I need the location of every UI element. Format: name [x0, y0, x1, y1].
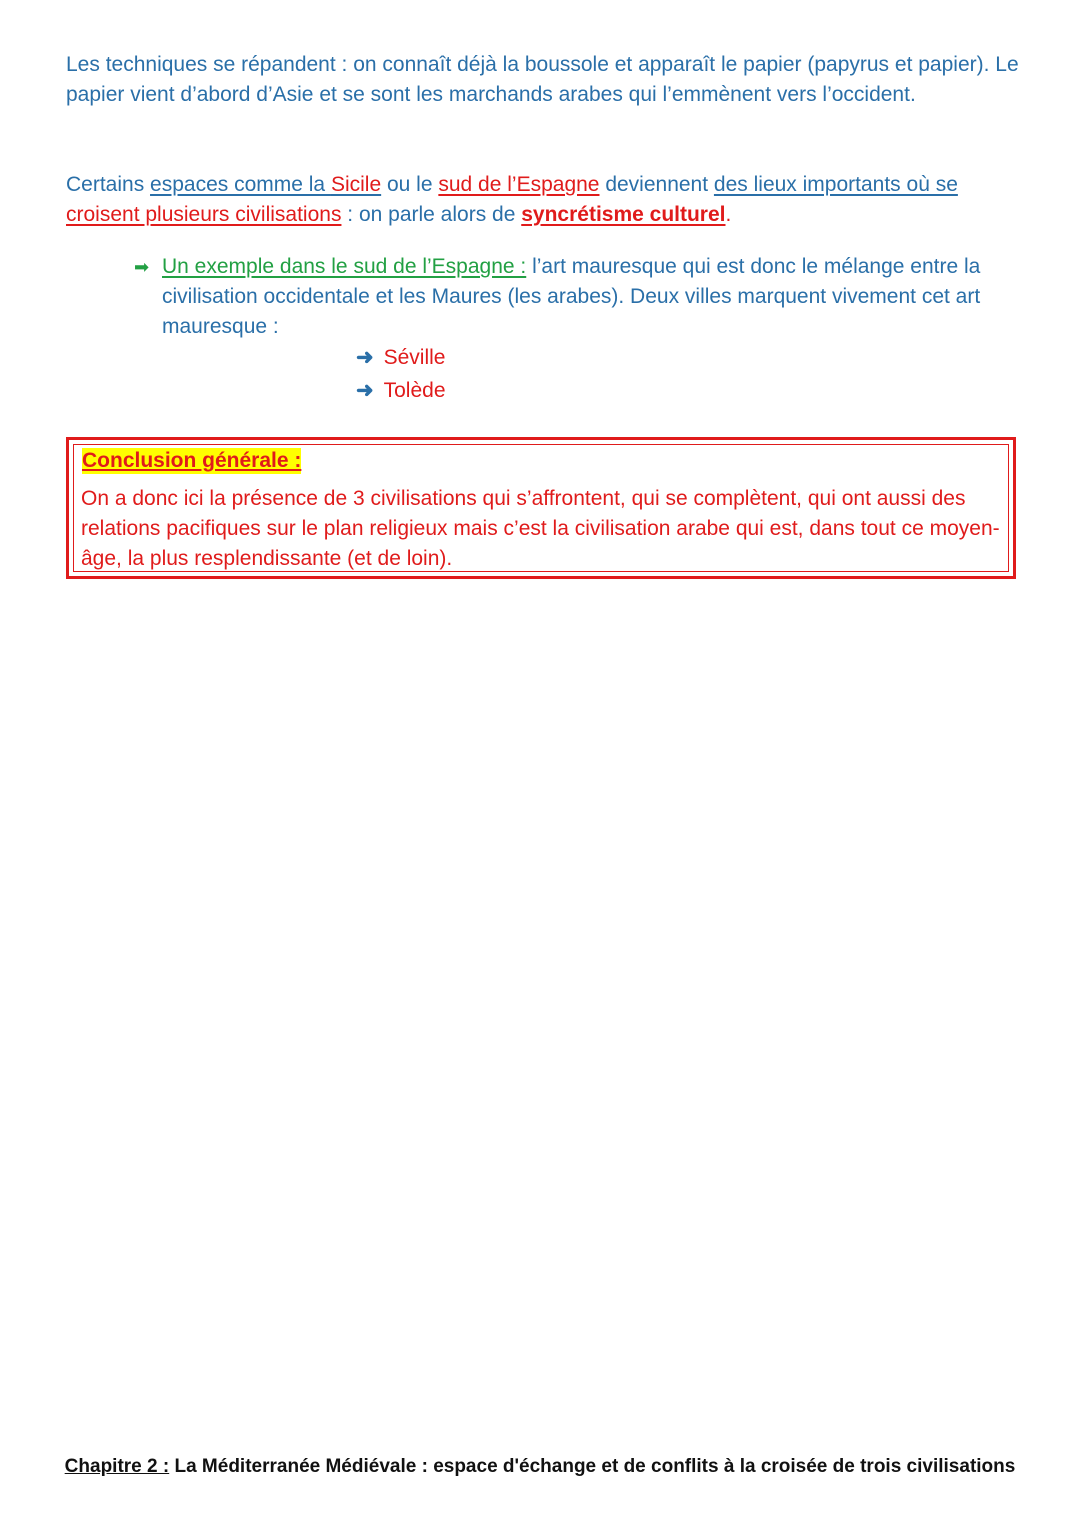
p2-sud-espagne: sud de l’Espagne: [438, 173, 600, 196]
p2-text-3: deviennent: [599, 173, 714, 196]
p2-text-2: ou le: [381, 173, 439, 196]
example-bullet: [136, 252, 1016, 342]
chapter-title: La Méditerranée Médiévale : espace d'échange et de conflits à la croisée de trois civilisations: [169, 1456, 1016, 1477]
arrow-right-icon: ➜: [356, 379, 374, 402]
city-name: Séville: [383, 346, 446, 369]
arrow-right-icon: ➜: [356, 346, 374, 369]
p2-lieux-importants: des lieux importants où se: [713, 173, 958, 196]
conclusion-body: On a donc ici la présence de 3 civilisations qui s’affrontent, qui se complètent, qui ont aussi des relations pacifiques sur le plan religieux mais c’est la civilisation arabe qui est, dans tout ce moyen-âge, la plus resplendissante (et de loin).: [81, 487, 1000, 570]
p2-period: .: [725, 203, 732, 226]
example-label: Un exemple dans le sud de l’Espagne :: [162, 255, 527, 278]
p2-text-4: : on parle alors de: [341, 203, 522, 226]
city-item-tolede: [356, 376, 446, 406]
conclusion-box: [66, 437, 1016, 579]
example-text: [162, 252, 1016, 342]
city-item-seville: [356, 343, 445, 373]
p2-croisent-civilisations: croisent plusieurs civilisations: [66, 203, 342, 226]
paragraph-techniques: Les techniques se répandent : on connaît déjà la boussole et apparaît le papier (papyrus et papier). Le papier vient d’abord d’Asie et se sont les marchands arabes qui l’emmènent vers l’occident.: [66, 53, 1019, 106]
city-name: Tolède: [383, 379, 446, 402]
example-body: l’art mauresque qui est donc le mélange entre la civilisation occidentale et les Maures (les arabes). Deux villes marquent vivement cet art mauresque :: [162, 255, 981, 338]
green-arrow-icon: ➡: [134, 257, 150, 277]
conclusion-title: Conclusion générale :: [82, 449, 302, 472]
p2-underlined-espaces: espaces comme la Sicile: [150, 173, 382, 196]
p2-text-1: Certains: [66, 173, 151, 196]
p2-sicile: Sicile: [330, 173, 382, 196]
paragraph-syncretisme: [66, 170, 1026, 230]
p2-syncretisme-culturel: syncrétisme culturel: [521, 203, 726, 226]
chapter-footer: [60, 1455, 1020, 1479]
chapter-label: Chapitre 2 :: [64, 1456, 170, 1477]
